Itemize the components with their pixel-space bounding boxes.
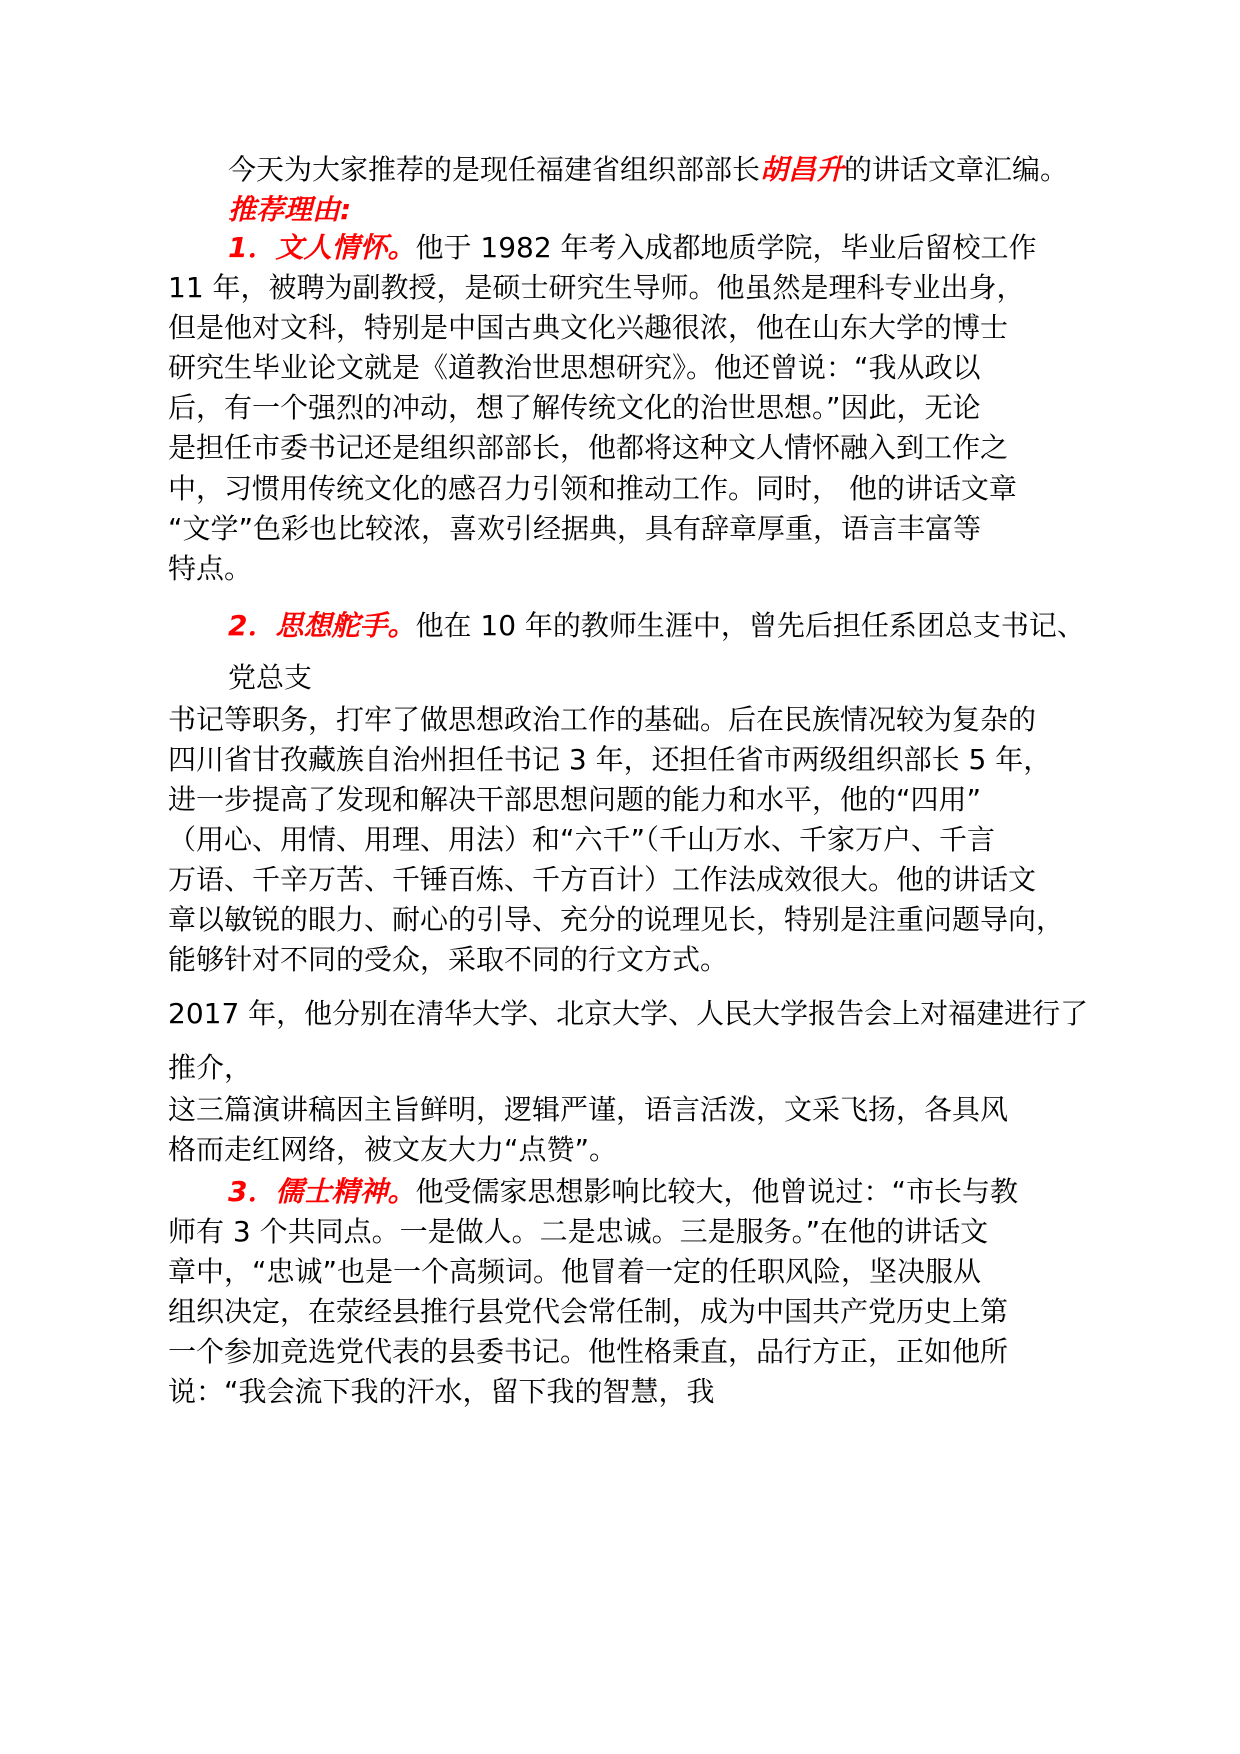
section1-line: 是担任市委书记还是组织部部长，他都将这种文人情怀融入到工作之 bbox=[168, 431, 1009, 464]
section1-line: 中，习惯用传统文化的感召力引领和推动工作。同时， 他的讲话文章 bbox=[168, 472, 1017, 505]
section1-line: 研究生毕业论文就是《道教治世思想研究》。他还曾说：“我从政以 bbox=[168, 351, 981, 384]
section2-line: 四川省甘孜藏族自治州担任书记 3 年，还担任省市两级组织部长 5 年， bbox=[168, 743, 1052, 776]
section1-line: “文学”色彩也比较浓，喜欢引经据典，具有辞章厚重，语言丰富等 bbox=[168, 512, 982, 545]
intro-paragraph bbox=[228, 152, 1068, 188]
section2-line: 党总支 bbox=[228, 661, 313, 694]
section3-line: 师有 3 个共同点。一是做人。二是忠诚。三是服务。”在他的讲话文 bbox=[168, 1215, 989, 1248]
section2-line: 章以敏锐的眼力、耐心的引导、充分的说理见长，特别是注重问题导向， bbox=[168, 903, 1065, 936]
extra-line: 格而走红网络，被文友大力“点赞”。 bbox=[168, 1133, 618, 1166]
section2-line: （用心、用情、用理、用法）和“六千”（千山万水、千家万户、千言 bbox=[168, 823, 996, 856]
intro-suffix: 的讲话文章汇编。 bbox=[844, 153, 1069, 186]
section3-first-line bbox=[228, 1174, 1018, 1210]
section1-heading: 1．文人情怀。 bbox=[228, 231, 416, 264]
section2-line: 进一步提高了发现和解决干部思想问题的能力和水平，他的“四用” bbox=[168, 783, 982, 816]
section2-line: 他在 10 年的教师生涯中，曾先后担任系团总支书记、 bbox=[415, 609, 1085, 642]
section1-line: 后，有一个强烈的冲动，想了解传统文化的治世思想。”因此，无论 bbox=[168, 391, 981, 424]
reasons-heading: 推荐理由: bbox=[228, 193, 352, 226]
section3-line: 组织决定，在荥经县推行县党代会常任制，成为中国共产党历史上第 bbox=[168, 1295, 1009, 1328]
extra-line: 推介， bbox=[168, 1051, 253, 1084]
section3-line: 他受儒家思想影响比较大，他曾说过：“市长与教 bbox=[415, 1175, 1018, 1208]
section3-line: 章中，“忠诚”也是一个高频词。他冒着一定的任职风险，坚决服从 bbox=[168, 1255, 982, 1288]
section3-line: 一个参加竞选党代表的县委书记。他性格秉直，品行方正，正如他所 bbox=[168, 1335, 1009, 1368]
section2-line: 万语、千辛万苦、千锤百炼、千方百计）工作法成效很大。他的讲话文 bbox=[168, 863, 1037, 896]
extra-line: 2017 年，他分别在清华大学、北京大学、人民大学报告会上对福建进行了 bbox=[168, 997, 1089, 1030]
section3-line: 说：“我会流下我的汗水，留下我的智慧，我 bbox=[168, 1375, 715, 1408]
section1-line: 但是他对文科，特别是中国古典文化兴趣很浓，他在山东大学的博士 bbox=[168, 311, 1009, 344]
section3-heading: 3．儒士精神。 bbox=[228, 1175, 416, 1208]
section1-line: 特点。 bbox=[168, 552, 253, 585]
section2-line: 能够针对不同的受众，采取不同的行文方式。 bbox=[168, 943, 729, 976]
section2-first-line bbox=[228, 608, 1085, 644]
section2-line: 书记等职务，打牢了做思想政治工作的基础。后在民族情况较为复杂的 bbox=[168, 703, 1037, 736]
section1-first-line bbox=[228, 230, 1037, 266]
section1-line: 11 年，被聘为副教授，是硕士研究生导师。他虽然是理科专业出身， bbox=[168, 271, 1025, 304]
person-name: 胡昌升 bbox=[760, 153, 845, 186]
section2-heading: 2．思想舵手。 bbox=[228, 609, 416, 642]
extra-line: 这三篇演讲稿因主旨鲜明，逻辑严谨，语言活泼，文采飞扬，各具风 bbox=[168, 1093, 1009, 1126]
intro-prefix: 今天为大家推荐的是现任福建省组织部部长 bbox=[228, 153, 761, 186]
section1-line: 他于 1982 年考入成都地质学院，毕业后留校工作 bbox=[415, 231, 1037, 264]
